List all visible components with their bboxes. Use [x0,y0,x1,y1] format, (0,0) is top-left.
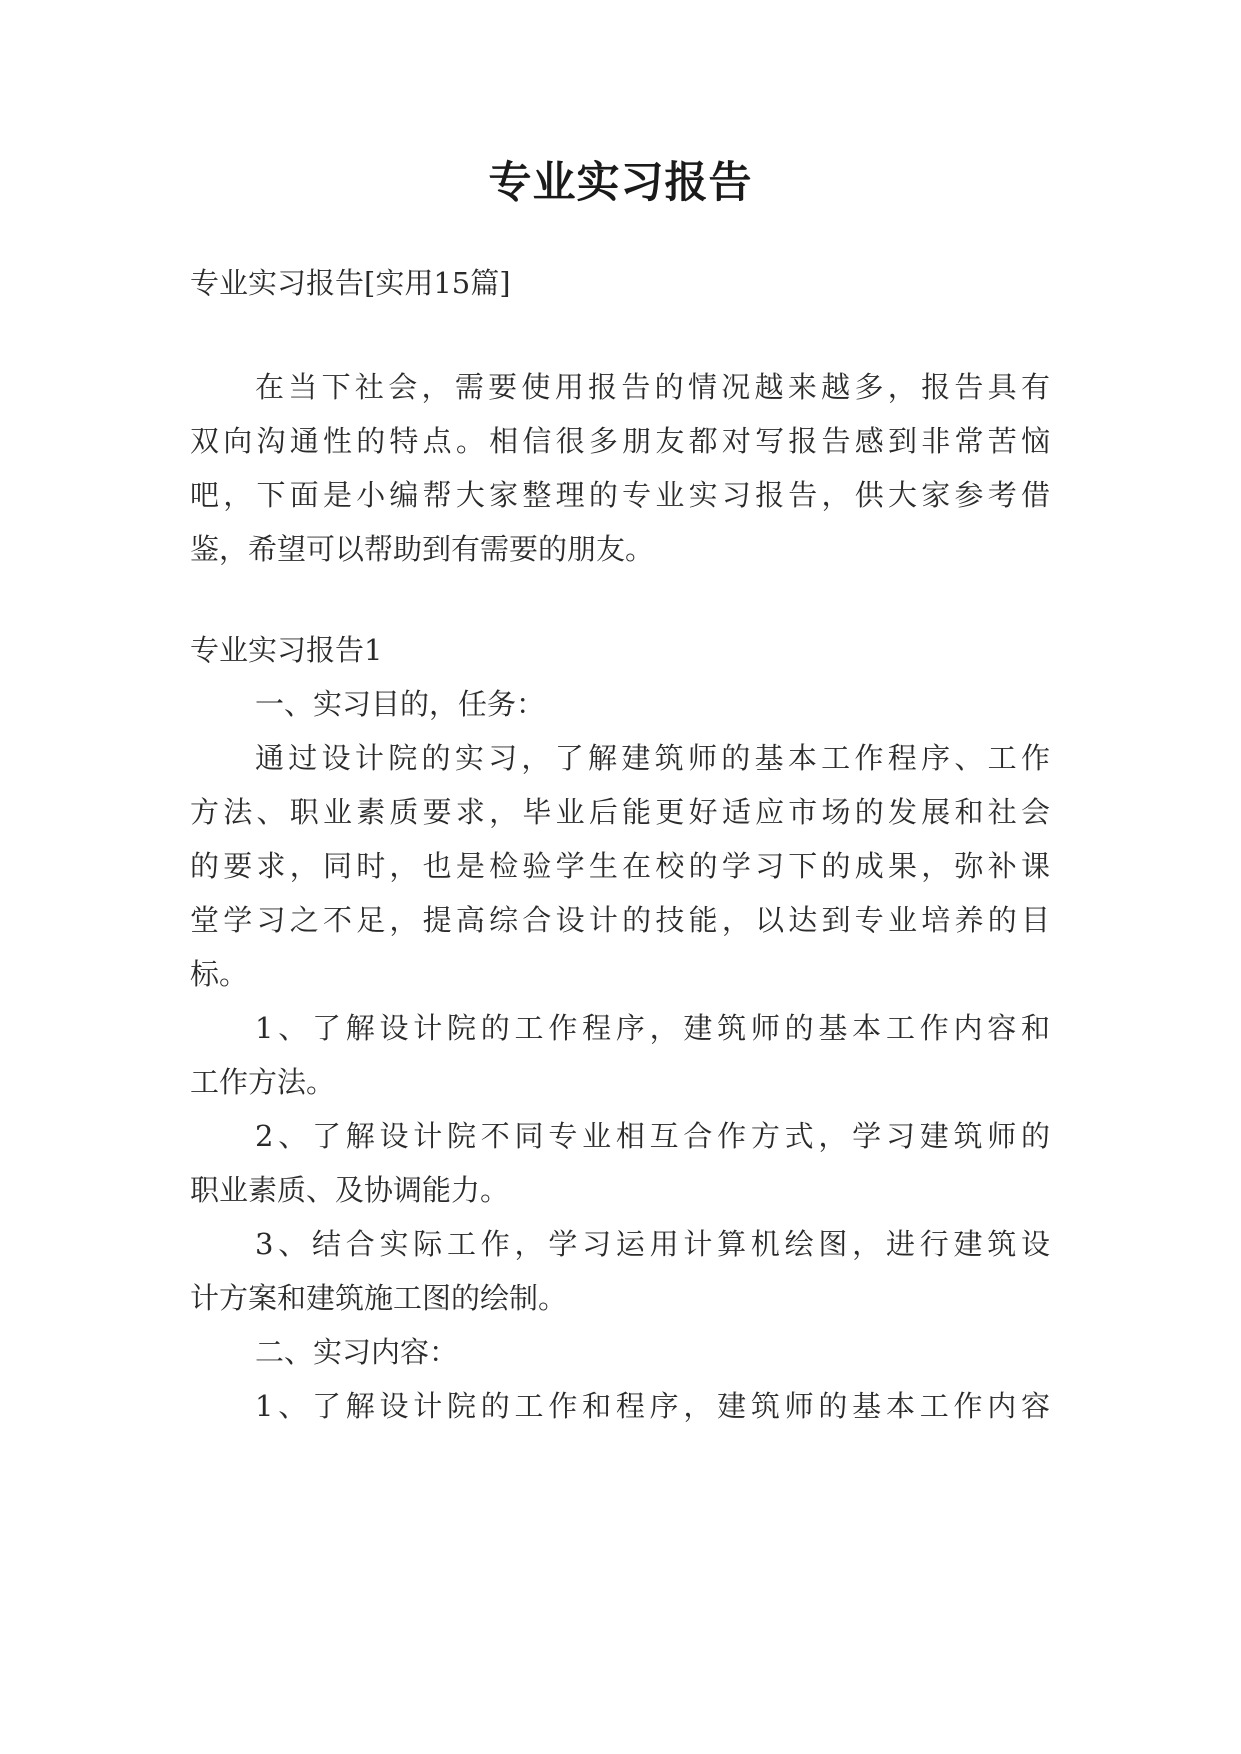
intro-line-1: 在当下社会，需要使用报告的情况越来越多，报告具有 [255,370,1050,404]
purpose-line-3: 的要求，同时，也是检验学生在校的学习下的成果，弥补课 [190,849,1050,883]
intro-line-2: 双向沟通性的特点。相信很多朋友都对写报告感到非常苦恼 [190,424,1050,458]
item-2-line-1: 2、了解设计院不同专业相互合作方式，学习建筑师的 [255,1119,1050,1153]
section-heading: 专业实习报告1 [190,633,383,667]
purpose-line-2: 方法、职业素质要求，毕业后能更好适应市场的发展和社会 [190,795,1050,829]
intro-line-4: 鉴，希望可以帮助到有需要的朋友。 [190,532,655,566]
purpose-line-5: 标。 [190,957,249,991]
item-3-line-2: 计方案和建筑施工图的绘制。 [190,1281,568,1315]
intro-line-3: 吧，下面是小编帮大家整理的专业实习报告，供大家参考借 [190,478,1050,512]
part-two-heading: 二、实习内容： [255,1335,459,1369]
document-subtitle: 专业实习报告[实用15篇] [190,266,511,300]
part-one-heading: 一、实习目的，任务： [255,687,546,721]
document-title: 专业实习报告 [488,158,753,208]
purpose-line-4: 堂学习之不足，提高综合设计的技能，以达到专业培养的目 [190,903,1050,937]
purpose-line-1: 通过设计院的实习，了解建筑师的基本工作程序、工作 [255,741,1050,775]
item-1-line-2: 工作方法。 [190,1065,336,1099]
content-item-1-line: 1、了解设计院的工作和程序，建筑师的基本工作内容 [255,1389,1050,1423]
item-1-line-1: 1、了解设计院的工作程序，建筑师的基本工作内容和 [255,1011,1050,1045]
item-2-line-2: 职业素质、及协调能力。 [190,1173,510,1207]
item-3-line-1: 3、结合实际工作，学习运用计算机绘图，进行建筑设 [255,1227,1050,1261]
